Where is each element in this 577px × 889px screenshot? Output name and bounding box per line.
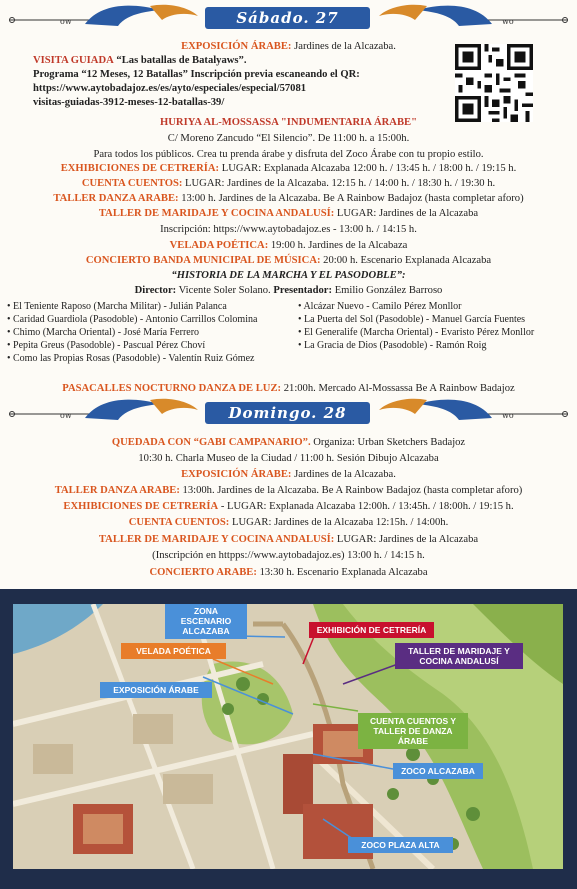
sun-maridaje-label: TALLER DE MARIDAJE Y COCINA ANDALUSÍ: (98, 534, 335, 545)
sat-huriya-title: HURIYA AL-MOSSASSA "INDUMENTARIA ÁRABE" (160, 117, 417, 128)
sat-historia: “HISTORIA DE LA MARCHA Y EL PASODOBLE”: (171, 270, 406, 281)
svg-text:ow: ow (60, 411, 72, 420)
sat-todos: Para todos los públicos. Crea tu prenda árabe y disfruta del Zoco Árabe con tu propio estilo. (93, 149, 484, 160)
qr-code-icon[interactable] (455, 44, 533, 122)
map-label-zona-escenario: ZONA ESCENARIO ALCAZABA (165, 604, 247, 639)
sun-quedada-label: QUEDADA CON “GABI CAMPANARIO”. (111, 437, 311, 448)
left-ornament-icon (0, 2, 200, 32)
sat-inscripcion: Inscripción: https://www.aytobadajoz.es - 13:00 h. / 14:15 h. (160, 224, 417, 235)
event-map-frame (0, 589, 577, 889)
sun-quedada-text: Organiza: Urban Sketchers Badajoz (313, 437, 466, 448)
map-label-zoco-plaza-alta: ZOCO PLAZA ALTA (348, 837, 453, 853)
list-item: • Como las Propias Rosas (Pasodoble) - Valentín Ruiz Gómez (7, 353, 255, 364)
list-item: • El Generalife (Marcha Oriental) - Evaristo Pérez Monllor (298, 327, 535, 338)
sat-director-text: Vicente Soler Solano. (178, 285, 271, 296)
list-item: • El Teniente Raposo (Marcha Militar) - Julián Palanca (7, 301, 227, 312)
list-item: • La Puerta del Sol (Pasodoble) - Manuel García Fuentes (298, 314, 526, 325)
sat-cetreria-line (0, 162, 577, 175)
sat-concierto-line (0, 254, 577, 267)
sun-cetreria-text: - LUGAR: Explanada Alcazaba 12:00h. / 13:45h. / 18:00h. / 19:15 h. (220, 501, 514, 512)
sat-cuentos-line (0, 177, 577, 190)
map-label-exposicion-arabe: EXPOSICIÓN ÁRABE (100, 682, 212, 698)
sun-concierto-text: 13:30 h. Escenario Explanada Alcazaba (259, 567, 428, 578)
right-ornament-icon (377, 396, 577, 426)
sun-cetreria-label: EXHIBICIONES DE CETRERÍA (63, 501, 219, 512)
sat-maridaje-text: LUGAR: Jardines de la Alcazaba (336, 208, 479, 219)
sun-maridaje-line (0, 533, 577, 546)
event-map (13, 604, 563, 869)
map-label-exhibicion-cetreria: EXHIBICIÓN DE CETRERÍA (309, 622, 434, 638)
sat-presentador-text: Emilio González Barroso (334, 285, 443, 296)
sat-concierto-text: 20:00 h. Escenario Explanada Alcazaba (323, 255, 492, 266)
svg-text:wo: wo (502, 411, 514, 420)
sun-danza-text: 13:00h. Jardines de la Alcazaba. Be A Rainbow Badajoz (hasta completar aforo) (182, 485, 523, 496)
sat-visita-text: “Las batallas de Batalyaws”. (116, 55, 247, 66)
sun-cuentos-label: CUENTA CUENTOS: (128, 517, 230, 528)
sun-charla: 10:30 h. Charla Museo de la Ciudad / 11:00 h. Sesión Dibujo Alcazaba (138, 453, 439, 464)
sat-programa: Programa “12 Meses, 12 Batallas” Inscripción previa escaneando el QR: (33, 69, 360, 80)
sun-cetreria-line (0, 500, 577, 513)
sat-visita-line (33, 54, 453, 67)
list-item: • Pepita Greus (Pasodoble) - Pascual Pérez Choví (7, 340, 206, 351)
sun-expo-text: Jardines de la Alcazaba. (294, 469, 396, 480)
repertoire-right-column (298, 300, 534, 352)
sat-visita-label: VISITA GUIADA (33, 55, 114, 66)
sat-url-2[interactable]: visitas-guiadas-3912-meses-12-batallas-39/ (33, 97, 225, 108)
sat-cetreria-label: EXHIBICIONES DE CETRERÍA: (60, 163, 220, 174)
sat-concierto-label: CONCIERTO BANDA MUNICIPAL DE MÚSICA: (85, 255, 321, 266)
sat-pasacalles-text: 21:00h. Mercado Al-Mossassa Be A Rainbow Badajoz (283, 383, 515, 394)
sat-url-1[interactable]: https://www.aytobadajoz.es/es/ayto/especiales/especial/57081 (33, 83, 307, 94)
sun-danza-label: TALLER DANZA ARABE: (54, 485, 180, 496)
map-label-taller-maridaje: TALLER DE MARIDAJE Y COCINA ANDALUSÍ (395, 643, 523, 669)
map-label-velada-poetica: VELADA POÉTICA (121, 643, 226, 659)
sat-danza-label: TALLER DANZA ARABE: (53, 193, 179, 204)
sat-expo-text: Jardines de la Alcazaba. (294, 41, 396, 52)
sat-maridaje-line (0, 207, 577, 220)
sunday-banner: Domingo. 28 (205, 402, 370, 424)
sun-concierto-line (0, 566, 577, 579)
sun-expo-line (0, 468, 577, 481)
sun-maridaje-text: LUGAR: Jardines de la Alcazaba (336, 534, 479, 545)
sat-danza-line (0, 192, 577, 205)
svg-text:wo: wo (502, 17, 514, 26)
sat-director-line (0, 284, 577, 297)
sat-pasacalles-label: PASACALLES NOCTURNO DANZA DE LUZ: (62, 383, 282, 394)
sat-maridaje-label: TALLER DE MARIDAJE Y COCINA ANDALUSÍ: (98, 208, 335, 219)
sun-inscripcion: (Inscripción en httpps://www.aytobadajoz.es) 13:00 h. / 14:15 h. (152, 550, 425, 561)
sat-velada-text: 19:00 h. Jardines de la Alcabaza (270, 240, 408, 251)
saturday-banner: Sábado. 27 (205, 7, 370, 29)
list-item: • Caridad Guardiola (Pasodoble) - Antonio Carrillos Colomina (7, 314, 258, 325)
sun-expo-label: EXPOSICIÓN ÁRABE: (181, 469, 292, 480)
sun-danza-line (0, 484, 577, 497)
sat-velada-label: VELADA POÉTICA: (169, 240, 269, 251)
sat-velada-line (0, 239, 577, 252)
sat-cetreria-text: LUGAR: Explanada Alcazaba 12:00 h. / 13:45 h. / 18:00 h. / 19:15 h. (221, 163, 517, 174)
left-ornament-icon (0, 396, 200, 426)
sat-huriya-place: C/ Moreno Zancudo “El Silencio”. De 11:00 h. a 15:00h. (167, 133, 410, 144)
sat-presentador-label: Presentador: (273, 285, 333, 296)
sat-director-label: Director: (134, 285, 177, 296)
sun-quedada-line (0, 436, 577, 449)
repertoire-left-column (7, 300, 257, 365)
list-item: • La Gracia de Dios (Pasodoble) - Ramón Roig (298, 340, 487, 351)
svg-text:ow: ow (60, 17, 72, 26)
sun-cuentos-text: LUGAR: Jardines de la Alcazaba 12:15h. / 14:00h. (231, 517, 449, 528)
sat-cuentos-label: CUENTA CUENTOS: (81, 178, 183, 189)
right-ornament-icon (377, 2, 577, 32)
sat-pasacalles-line (0, 382, 577, 395)
map-label-zoco-alcazaba: ZOCO ALCAZABA (393, 763, 483, 779)
sun-concierto-label: CONCIERTO ARABE: (149, 567, 257, 578)
map-label-cuenta-cuentos: CUENTA CUENTOS Y TALLER DE DANZA ÁRABE (358, 713, 468, 749)
sat-cuentos-text: LUGAR: Jardines de la Alcazaba. 12:15 h. / 14:00 h. / 18:30 h. / 19:30 h. (185, 178, 496, 189)
list-item: • Alcázar Nuevo - Camilo Pérez Monllor (298, 301, 462, 312)
sat-danza-text: 13:00 h. Jardines de la Alcazaba. Be A Rainbow Badajoz (hasta completar aforo) (181, 193, 524, 204)
sat-expo-label: EXPOSICIÓN ÁRABE: (181, 41, 292, 52)
sun-cuentos-line (0, 516, 577, 529)
list-item: • Chimo (Marcha Oriental) - José María Ferrero (7, 327, 200, 338)
